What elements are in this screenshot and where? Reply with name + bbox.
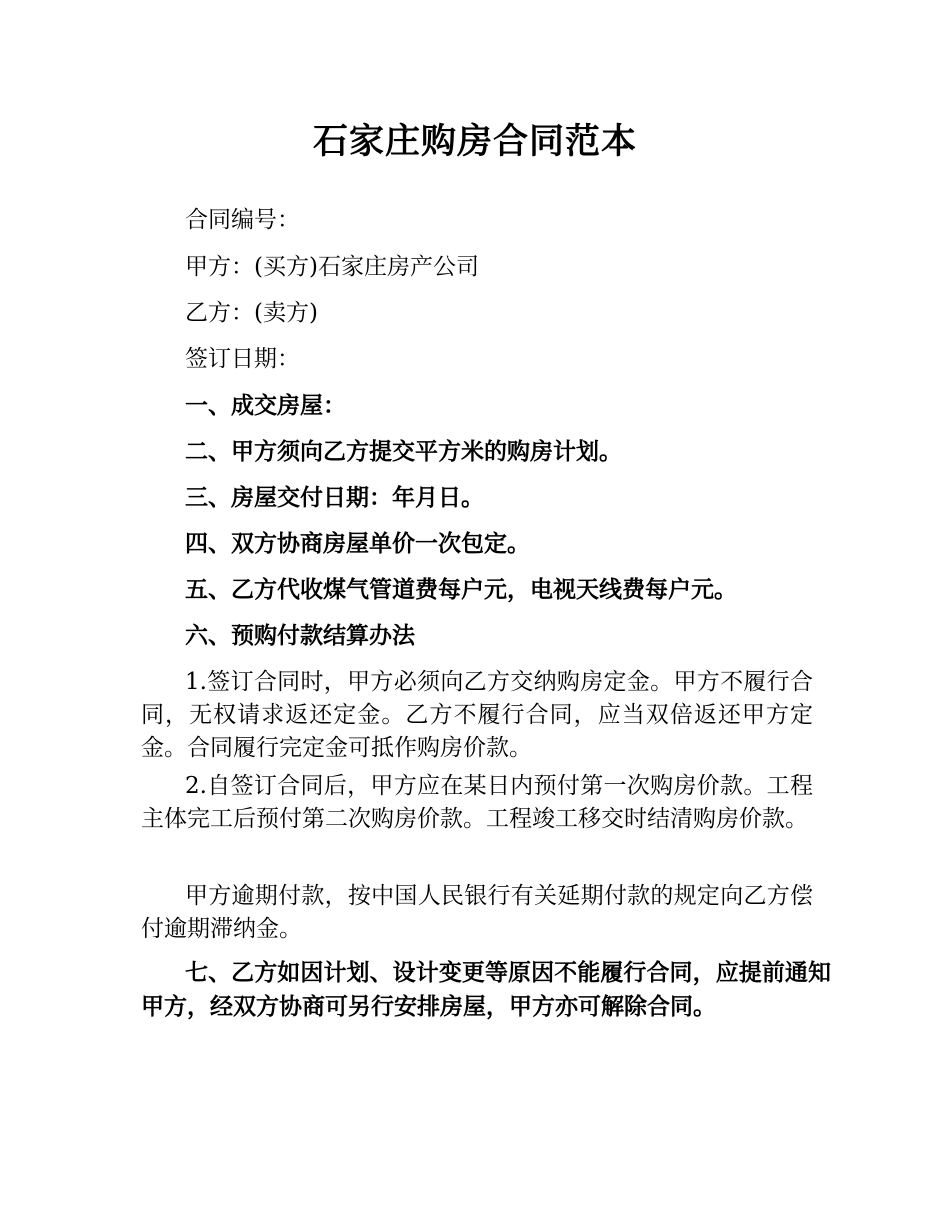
clause-6-heading: 六、预购付款结算办法 (185, 623, 415, 649)
sign-date-field: 签订日期： (185, 346, 300, 372)
party-b-field: 乙方：(卖方) (185, 300, 318, 326)
clause-5-heading: 五、乙方代收煤气管道费每户元，电视天线费每户元。 (185, 577, 737, 603)
clause-2-heading: 二、甲方须向乙方提交平方米的购房计划。 (185, 439, 622, 465)
clause-4-heading: 四、双方协商房屋单价一次包定。 (185, 531, 530, 557)
clause-7-paragraph: 七、乙方如因计划、设计变更等原因不能履行合同，应提前通知甲方，经双方协商可另行安排房屋，甲方亦可解除合同。 (141, 959, 831, 1020)
clause-3-heading: 三、房屋交付日期：年月日。 (185, 485, 484, 511)
late-payment-paragraph: 甲方逾期付款，按中国人民银行有关延期付款的规定向乙方偿付逾期滞纳金。 (141, 883, 813, 942)
payment-paragraph-2: 2.自签订合同后，甲方应在某日内预付第一次购房价款。工程主体完工后预付第二次购房价款。工程竣工移交时结清购房价款。 (141, 773, 813, 832)
party-a-field: 甲方：(买方)石家庄房产公司 (185, 254, 479, 280)
clause-1-heading: 一、成交房屋： (185, 393, 346, 419)
payment-paragraph-1: 1.签订合同时，甲方必须向乙方交纳购房定金。甲方不履行合同，无权请求返还定金。乙方不履行合同，应当双倍返还甲方定金。合同履行完定金可抵作购房价款。 (141, 669, 813, 761)
document-title: 石家庄购房合同范本 (312, 122, 637, 162)
contract-number-field: 合同编号： (185, 207, 300, 233)
